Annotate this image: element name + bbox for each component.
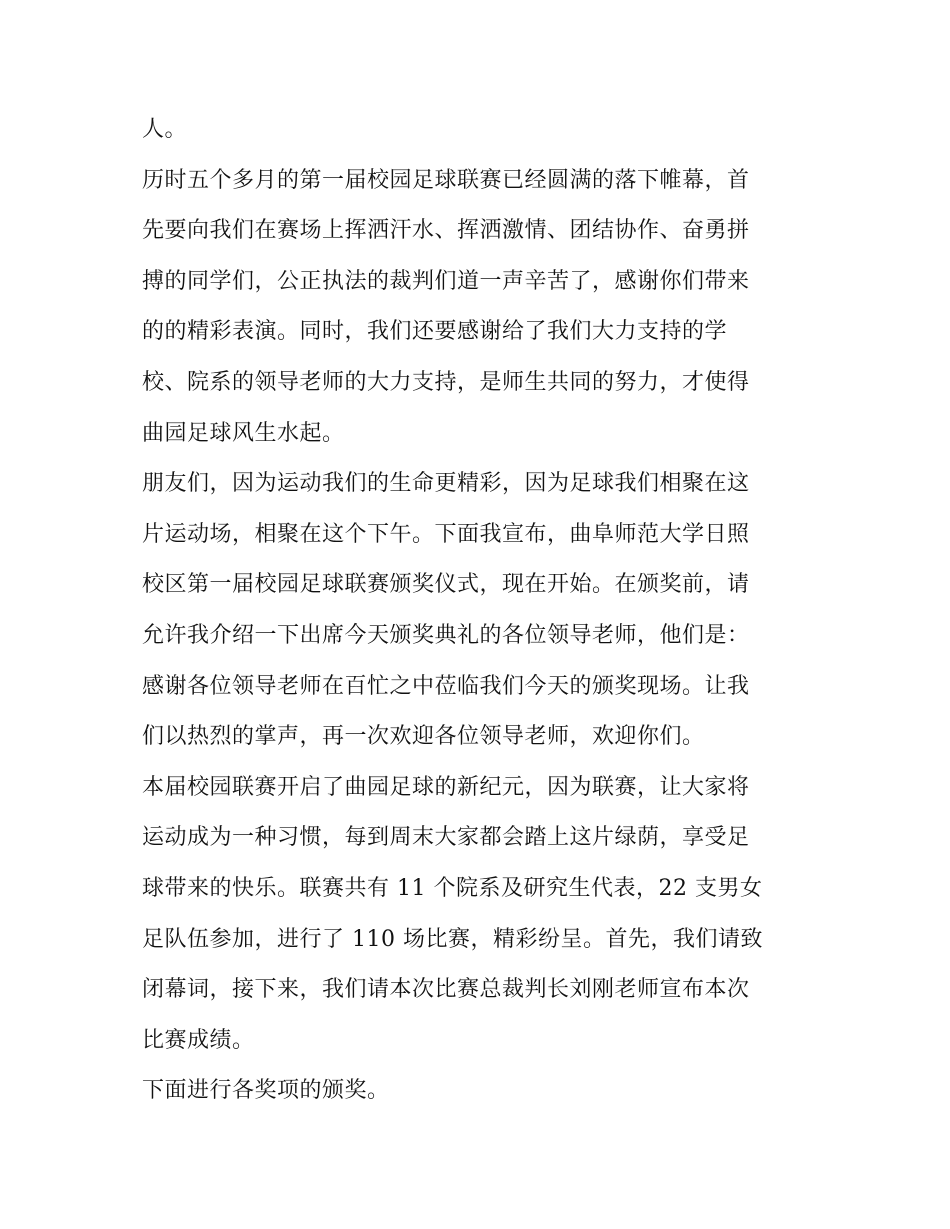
- text-line: 下面进行各奖项的颁奖。: [142, 1078, 390, 1104]
- text-line: 校区第一届校园足球联赛颁奖仪式，现在开始。在颁奖前，请: [142, 572, 750, 598]
- text-line: 感谢各位领导老师在百忙之中莅临我们今天的颁奖现场。让我: [142, 673, 750, 699]
- text-line: 足队伍参加，进行了 110 场比赛，精彩纷呈。首先，我们请致: [142, 926, 763, 952]
- text-line: 球带来的快乐。联赛共有 11 个院系及研究生代表，22 支男女: [142, 875, 763, 901]
- text-line: 曲园足球风生水起。: [142, 420, 345, 446]
- text-line: 比赛成绩。: [142, 1027, 255, 1053]
- text-line: 人。: [142, 117, 188, 142]
- text-line: 们以热烈的掌声，再一次欢迎各位领导老师，欢迎你们。: [142, 724, 705, 750]
- text-line: 本届校园联赛开启了曲园足球的新纪元，因为联赛，让大家将: [142, 774, 750, 800]
- text-line: 搏的同学们，公正执法的裁判们道一声辛苦了，感谢你们带来: [142, 268, 750, 294]
- text-line: 闭幕词，接下来，我们请本次比赛总裁判长刘刚老师宣布本次: [142, 977, 750, 1003]
- document-page: [142, 105, 814, 1117]
- text-line: 片运动场，相聚在这个下午。下面我宣布，曲阜师范大学日照: [142, 521, 750, 547]
- text-line: 历时五个多月的第一届校园足球联赛已经圆满的落下帷幕，首: [142, 167, 750, 193]
- text-line: 运动成为一种习惯，每到周末大家都会踏上这片绿荫，享受足: [142, 825, 750, 851]
- text-line: 先要向我们在赛场上挥洒汗水、挥洒激情、团结协作、奋勇拼: [142, 218, 750, 244]
- text-line: 的的精彩表演。同时，我们还要感谢给了我们大力支持的学: [142, 319, 728, 345]
- text-line: 朋友们，因为运动我们的生命更精彩，因为足球我们相聚在这: [142, 471, 750, 497]
- text-line: 校、院系的领导老师的大力支持，是师生共同的努力，才使得: [142, 369, 750, 395]
- text-line: 允许我介绍一下出席今天颁奖典礼的各位领导老师，他们是：: [142, 622, 750, 648]
